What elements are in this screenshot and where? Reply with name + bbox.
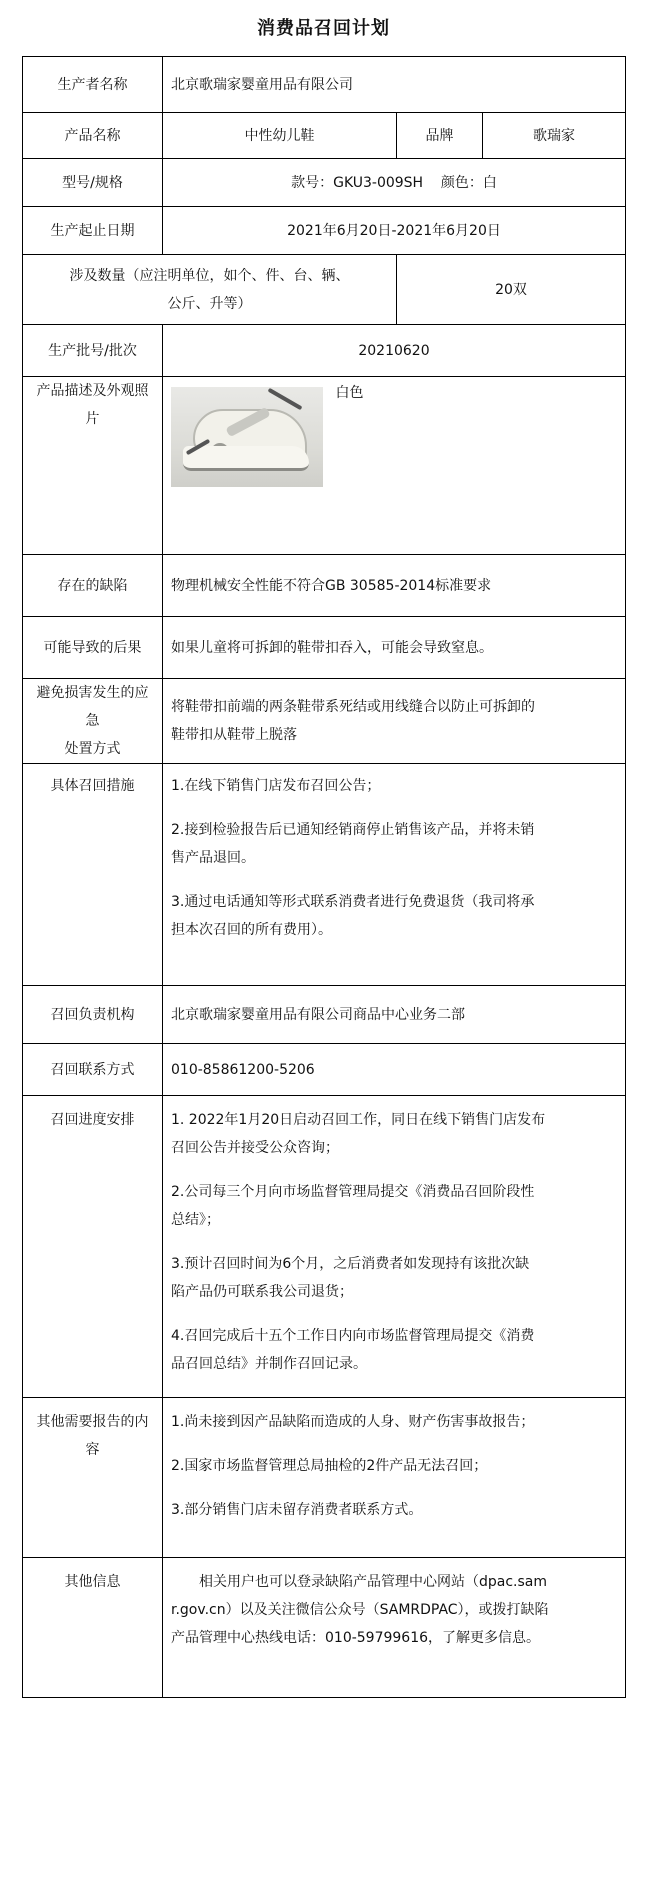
- model-label: 型号/规格: [23, 159, 163, 207]
- schedule-item-4-cont: 品召回总结》并制作召回记录。: [171, 1356, 367, 1372]
- responsible-label: 召回负责机构: [23, 986, 163, 1044]
- row-other-reports: [23, 1398, 626, 1558]
- responsible-value: 北京歌瑞家婴童用品有限公司商品中心业务二部: [163, 986, 626, 1044]
- row-product: [23, 113, 626, 159]
- schedule-value: [163, 1096, 626, 1398]
- product-value: 中性幼儿鞋: [163, 113, 397, 159]
- row-quantity: [23, 255, 626, 325]
- schedule-item-4: 4.召回完成后十五个工作日内向市场监督管理局提交《消费: [171, 1328, 535, 1344]
- model-value: 款号：GKU3-009SH 颜色：白: [163, 159, 626, 207]
- measure-item-2: 2.接到检验报告后已通知经销商停止销售该产品，并将未销: [171, 822, 535, 838]
- manufacturer-value: 北京歌瑞家婴童用品有限公司: [163, 57, 626, 113]
- shoe-sole: [183, 446, 309, 471]
- emergency-value-line2: 鞋带扣从鞋带上脱落: [171, 727, 297, 743]
- shoe-photo: [171, 387, 323, 487]
- other-info-line1: 相关用户也可以登录缺陷产品管理中心网站（dpac.sam: [199, 1574, 548, 1590]
- measures-value: [163, 764, 626, 986]
- emergency-label-line2: 处置方式: [64, 741, 121, 757]
- schedule-item-2-cont: 总结》；: [171, 1212, 220, 1228]
- measure-item-2-cont: 售产品退回。: [171, 850, 255, 866]
- other-info-label: 其他信息: [23, 1558, 163, 1698]
- schedule-item-1: 1. 2022年1月20日启动召回工作，同日在线下销售门店发布: [171, 1112, 546, 1128]
- description-label: 产品描述及外观照片: [23, 377, 163, 555]
- quantity-label-line1: 涉及数量（应注明单位，如个、件、台、辆、: [69, 267, 350, 284]
- schedule-item-2: 2.公司每三个月向市场监督管理局提交《消费品召回阶段性: [171, 1184, 535, 1200]
- product-label: 产品名称: [23, 113, 163, 159]
- quantity-value: 20双: [397, 255, 626, 325]
- other-report-item-2: 2.国家市场监督管理总局抽检的2件产品无法召回；: [171, 1458, 488, 1474]
- row-other-info: [23, 1558, 626, 1698]
- other-reports-label: 其他需要报告的内容: [23, 1398, 163, 1558]
- batch-label: 生产批号/批次: [23, 325, 163, 377]
- emergency-label-line1: 避免损害发生的应急: [36, 685, 149, 729]
- other-info-value: [163, 1558, 626, 1698]
- row-description: [23, 377, 626, 555]
- schedule-item-1-cont: 召回公告并接受公众咨询；: [171, 1140, 339, 1156]
- row-defect: [23, 555, 626, 617]
- row-batch: [23, 325, 626, 377]
- brand-label: 品牌: [397, 113, 483, 159]
- measures-label: 具体召回措施: [23, 764, 163, 986]
- schedule-item-3-cont: 陷产品仍可联系我公司退货；: [171, 1284, 353, 1300]
- row-production-dates: [23, 207, 626, 255]
- other-report-item-3: 3.部分销售门店未留存消费者联系方式。: [171, 1502, 423, 1518]
- measure-item-3-cont: 担本次召回的所有费用）。: [171, 922, 332, 938]
- row-manufacturer: [23, 57, 626, 113]
- emergency-label: [23, 679, 163, 764]
- measure-item-1: 1.在线下销售门店发布召回公告；: [171, 778, 381, 794]
- row-responsible: [23, 986, 626, 1044]
- consequence-value: 如果儿童将可拆卸的鞋带扣吞入，可能会导致窒息。: [163, 617, 626, 679]
- quantity-label: [23, 255, 397, 325]
- schedule-item-3: 3.预计召回时间为6个月，之后消费者如发现持有该批次缺: [171, 1256, 530, 1272]
- recall-plan-table: [22, 56, 626, 1698]
- production-dates-value: 2021年6月20日-2021年6月20日: [163, 207, 626, 255]
- production-dates-label: 生产起止日期: [23, 207, 163, 255]
- row-model: [23, 159, 626, 207]
- emergency-value: [163, 679, 626, 764]
- schedule-label: 召回进度安排: [23, 1096, 163, 1398]
- brand-value: 歌瑞家: [483, 113, 626, 159]
- row-schedule: [23, 1096, 626, 1398]
- emergency-value-line1: 将鞋带扣前端的两条鞋带系死结或用线缝合以防止可拆卸的: [171, 699, 535, 715]
- description-value: [163, 377, 626, 555]
- other-info-line2: r.gov.cn）以及关注微信公众号（SAMRDPAC），或拨打缺陷: [171, 1602, 549, 1618]
- measure-item-3: 3.通过电话通知等形式联系消费者进行免费退货（我司将承: [171, 894, 535, 910]
- photo-color-text: 白色: [335, 385, 364, 401]
- page-title: 消费品召回计划: [257, 18, 390, 39]
- row-contact: [23, 1044, 626, 1096]
- defect-value: 物理机械安全性能不符合GB 30585-2014标准要求: [163, 555, 626, 617]
- row-emergency: [23, 679, 626, 764]
- quantity-label-line2: 公斤、升等）: [167, 295, 252, 312]
- manufacturer-label: 生产者名称: [23, 57, 163, 113]
- shoe-lace: [268, 388, 303, 410]
- consequence-label: 可能导致的后果: [23, 617, 163, 679]
- other-report-item-1: 1.尚未接到因产品缺陷而造成的人身、财产伤害事故报告；: [171, 1414, 535, 1430]
- other-info-line3: 产品管理中心热线电话：010-59799616，了解更多信息。: [171, 1630, 541, 1646]
- row-measures: [23, 764, 626, 986]
- batch-value: 20210620: [163, 325, 626, 377]
- contact-value: 010-85861200-5206: [163, 1044, 626, 1096]
- contact-label: 召回联系方式: [23, 1044, 163, 1096]
- other-reports-value: [163, 1398, 626, 1558]
- defect-label: 存在的缺陷: [23, 555, 163, 617]
- row-consequence: [23, 617, 626, 679]
